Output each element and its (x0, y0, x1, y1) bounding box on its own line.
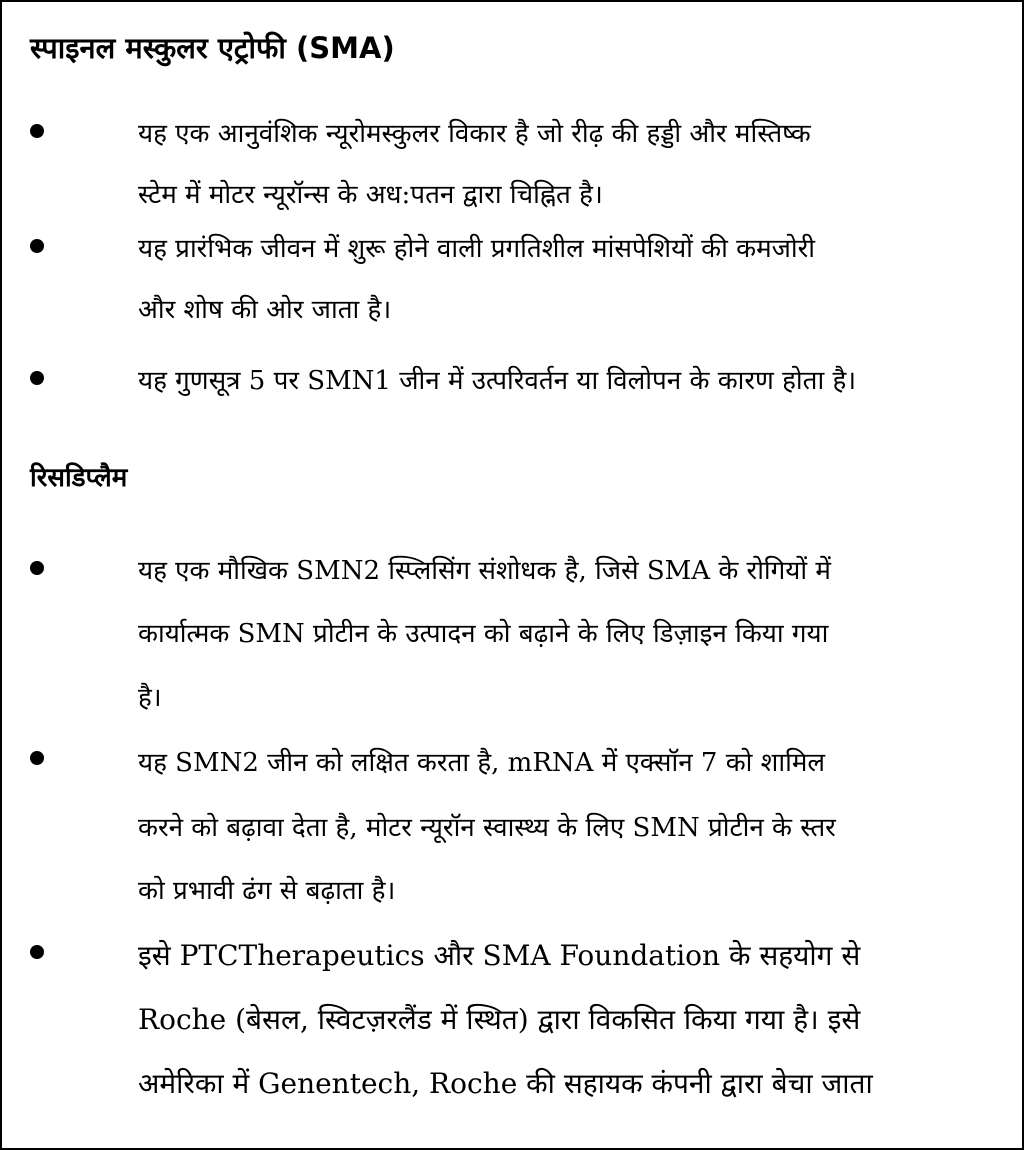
bullet-marker (30, 239, 44, 253)
bullet-1-line-1: यह एक आनुवंशिक न्यूरोमस्कुलर विकार है जो रीढ़ की हड्डी और मस्तिष्क (138, 119, 811, 149)
bullet-marker (30, 751, 44, 765)
bullet-4-line-2: कार्यात्मक SMN प्रोटीन के उत्पादन को बढ़ाने के लिए डिज़ाइन किया गया (138, 619, 829, 649)
bullet-5-line-1: यह SMN2 जीन को लक्षित करता है, mRNA में एक्सॉन 7 को शामिल (138, 748, 826, 778)
bullet-4-line-3: है। (138, 683, 162, 713)
bullet-6-line-3: अमेरिका में Genentech, Roche की सहायक कंपनी द्वारा बेचा जाता (138, 1067, 873, 1100)
section-title-sma: स्पाइनल मस्कुलर एट्रोफी (SMA) (30, 31, 395, 65)
bullet-2-line-2: और शोष की ओर जाता है। (138, 295, 392, 325)
section-title-risdiplam: रिसडिप्लैम (30, 463, 128, 493)
bullet-marker (30, 945, 44, 959)
bullet-1-line-2: स्टेम में मोटर न्यूरॉन्स के अध:पतन द्वारा चिह्नित है। (138, 180, 603, 210)
bullet-2-line-1: यह प्रारंभिक जीवन में शुरू होने वाली प्रगतिशील मांसपेशियों की कमजोरी (138, 234, 816, 264)
bullet-marker (30, 561, 44, 575)
bullet-marker (30, 371, 44, 385)
bullet-6-line-1: इसे PTCTherapeutics और SMA Foundation के सहयोग से (138, 939, 861, 972)
bullet-3-line-1: यह गुणसूत्र 5 पर SMN1 जीन में उत्परिवर्तन या विलोपन के कारण होता है। (138, 366, 857, 396)
bullet-6-line-2: Roche (बेसल, स्विटज़रलैंड में स्थित) द्वारा विकसित किया गया है। इसे (138, 1003, 861, 1036)
bullet-5-line-3: को प्रभावी ढंग से बढ़ाता है। (138, 876, 396, 906)
bullet-5-line-2: करने को बढ़ावा देता है, मोटर न्यूरॉन स्वास्थ्य के लिए SMN प्रोटीन के स्तर (138, 813, 836, 843)
bullet-marker (30, 124, 44, 138)
bullet-4-line-1: यह एक मौखिक SMN2 स्प्लिसिंग संशोधक है, जिसे SMA के रोगियों में (138, 556, 831, 586)
